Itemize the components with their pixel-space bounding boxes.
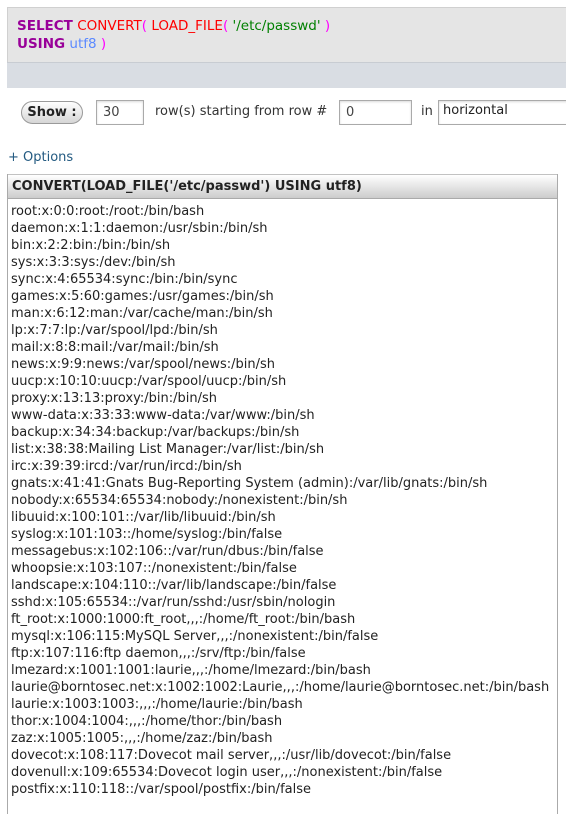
row-count-input[interactable] <box>96 100 144 125</box>
display-direction-select[interactable] <box>438 100 566 125</box>
result-line: man:x:6:12:man:/var/cache/man:/bin/sh <box>11 306 273 321</box>
result-line: sshd:x:105:65534::/var/run/sshd:/usr/sbin/nologin <box>11 595 336 610</box>
result-line: www-data:x:33:33:www-data:/var/www:/bin/sh <box>11 408 315 423</box>
result-line: laurie:x:1003:1003:,,,:/home/laurie:/bin/bash <box>11 697 303 712</box>
rows-starting-label: row(s) starting from row # <box>155 104 328 119</box>
navigation-row <box>0 96 566 130</box>
sql-function-load-file: LOAD_FILE <box>151 18 223 34</box>
sql-paren: ( <box>222 18 229 34</box>
result-line: dovecot:x:108:117:Dovecot mail server,,,:/usr/lib/dovecot:/bin/false <box>11 748 452 763</box>
result-line: nobody:x:65534:65534:nobody:/nonexistent:/bin/sh <box>11 493 348 508</box>
result-line: syslog:x:101:103::/home/syslog:/bin/false <box>11 527 283 542</box>
result-line: irc:x:39:39:ircd:/var/run/ircd:/bin/sh <box>11 459 242 474</box>
result-line: list:x:38:38:Mailing List Manager:/var/list:/bin/sh <box>11 442 325 457</box>
result-line: laurie@borntosec.net:x:1002:1002:Laurie,,,:/home/laurie@borntosec.net:/bin/bash <box>11 680 550 695</box>
result-line: lmezard:x:1001:1001:laurie,,,:/home/lmezard:/bin/bash <box>11 663 371 678</box>
result-line: daemon:x:1:1:daemon:/usr/sbin:/bin/sh <box>11 221 268 236</box>
sql-string-path: '/etc/passwd' <box>232 18 321 34</box>
result-line: postfix:x:110:118::/var/spool/postfix:/bin/false <box>11 782 311 797</box>
result-line: bin:x:2:2:bin:/bin:/bin/sh <box>11 238 171 253</box>
in-label: in <box>421 104 433 119</box>
column-header[interactable]: CONVERT(LOAD_FILE('/etc/passwd') USING utf8) <box>8 174 557 199</box>
result-line: sync:x:4:65534:sync:/bin:/bin/sync <box>11 272 238 287</box>
sql-query-toolbar <box>7 62 566 88</box>
sql-charset: utf8 <box>69 36 97 52</box>
result-line: uucp:x:10:10:uucp:/var/spool/uucp:/bin/sh <box>11 374 287 389</box>
result-line: proxy:x:13:13:proxy:/bin:/bin/sh <box>11 391 218 406</box>
sql-paren: ( <box>141 18 148 34</box>
result-line: sys:x:3:3:sys:/dev:/bin/sh <box>11 255 176 270</box>
sql-paren: ) <box>100 36 107 52</box>
options-link[interactable]: + Options <box>8 150 74 165</box>
result-line: lp:x:7:7:lp:/var/spool/lpd:/bin/sh <box>11 323 218 338</box>
direction-value: horizontal <box>443 103 508 118</box>
sql-paren: ) <box>324 18 331 34</box>
result-line: mail:x:8:8:mail:/var/mail:/bin/sh <box>11 340 219 355</box>
sql-keyword-using: USING <box>17 36 66 52</box>
result-line: gnats:x:41:41:Gnats Bug-Reporting System (admin):/var/lib/gnats:/bin/sh <box>11 476 488 491</box>
result-line: zaz:x:1005:1005:,,,:/home/zaz:/bin/bash <box>11 731 273 746</box>
result-line: ft_root:x:1000:1000:ft_root,,,:/home/ft_root:/bin/bash <box>11 612 356 627</box>
result-line: ftp:x:107:116:ftp daemon,,,:/srv/ftp:/bin/false <box>11 646 306 661</box>
result-line: landscape:x:104:110::/var/lib/landscape:/bin/false <box>11 578 337 593</box>
results-table <box>7 174 558 814</box>
result-line: root:x:0:0:root:/root:/bin/bash <box>11 204 205 219</box>
sql-function-convert: CONVERT <box>77 18 142 34</box>
result-line: mysql:x:106:115:MySQL Server,,,:/nonexistent:/bin/false <box>11 629 379 644</box>
result-line: news:x:9:9:news:/var/spool/news:/bin/sh <box>11 357 276 372</box>
result-line: dovenull:x:109:65534:Dovecot login user,,,:/nonexistent:/bin/false <box>11 765 443 780</box>
result-line: backup:x:34:34:backup:/var/backups:/bin/sh <box>11 425 300 440</box>
sql-line-1 <box>17 17 566 35</box>
result-line: games:x:5:60:games:/usr/games:/bin/sh <box>11 289 274 304</box>
sql-query-box <box>7 7 566 62</box>
show-button[interactable]: Show : <box>21 101 83 124</box>
result-line: libuuid:x:100:101::/var/lib/libuuid:/bin/sh <box>11 510 276 525</box>
result-line: messagebus:x:102:106::/var/run/dbus:/bin/false <box>11 544 324 559</box>
result-line: whoopsie:x:103:107::/nonexistent:/bin/false <box>11 561 297 576</box>
result-line: thor:x:1004:1004:,,,:/home/thor:/bin/bash <box>11 714 283 729</box>
result-cell <box>8 199 557 798</box>
sql-keyword-select: SELECT <box>17 18 73 34</box>
sql-line-2 <box>17 35 566 53</box>
start-row-input[interactable] <box>339 100 412 125</box>
